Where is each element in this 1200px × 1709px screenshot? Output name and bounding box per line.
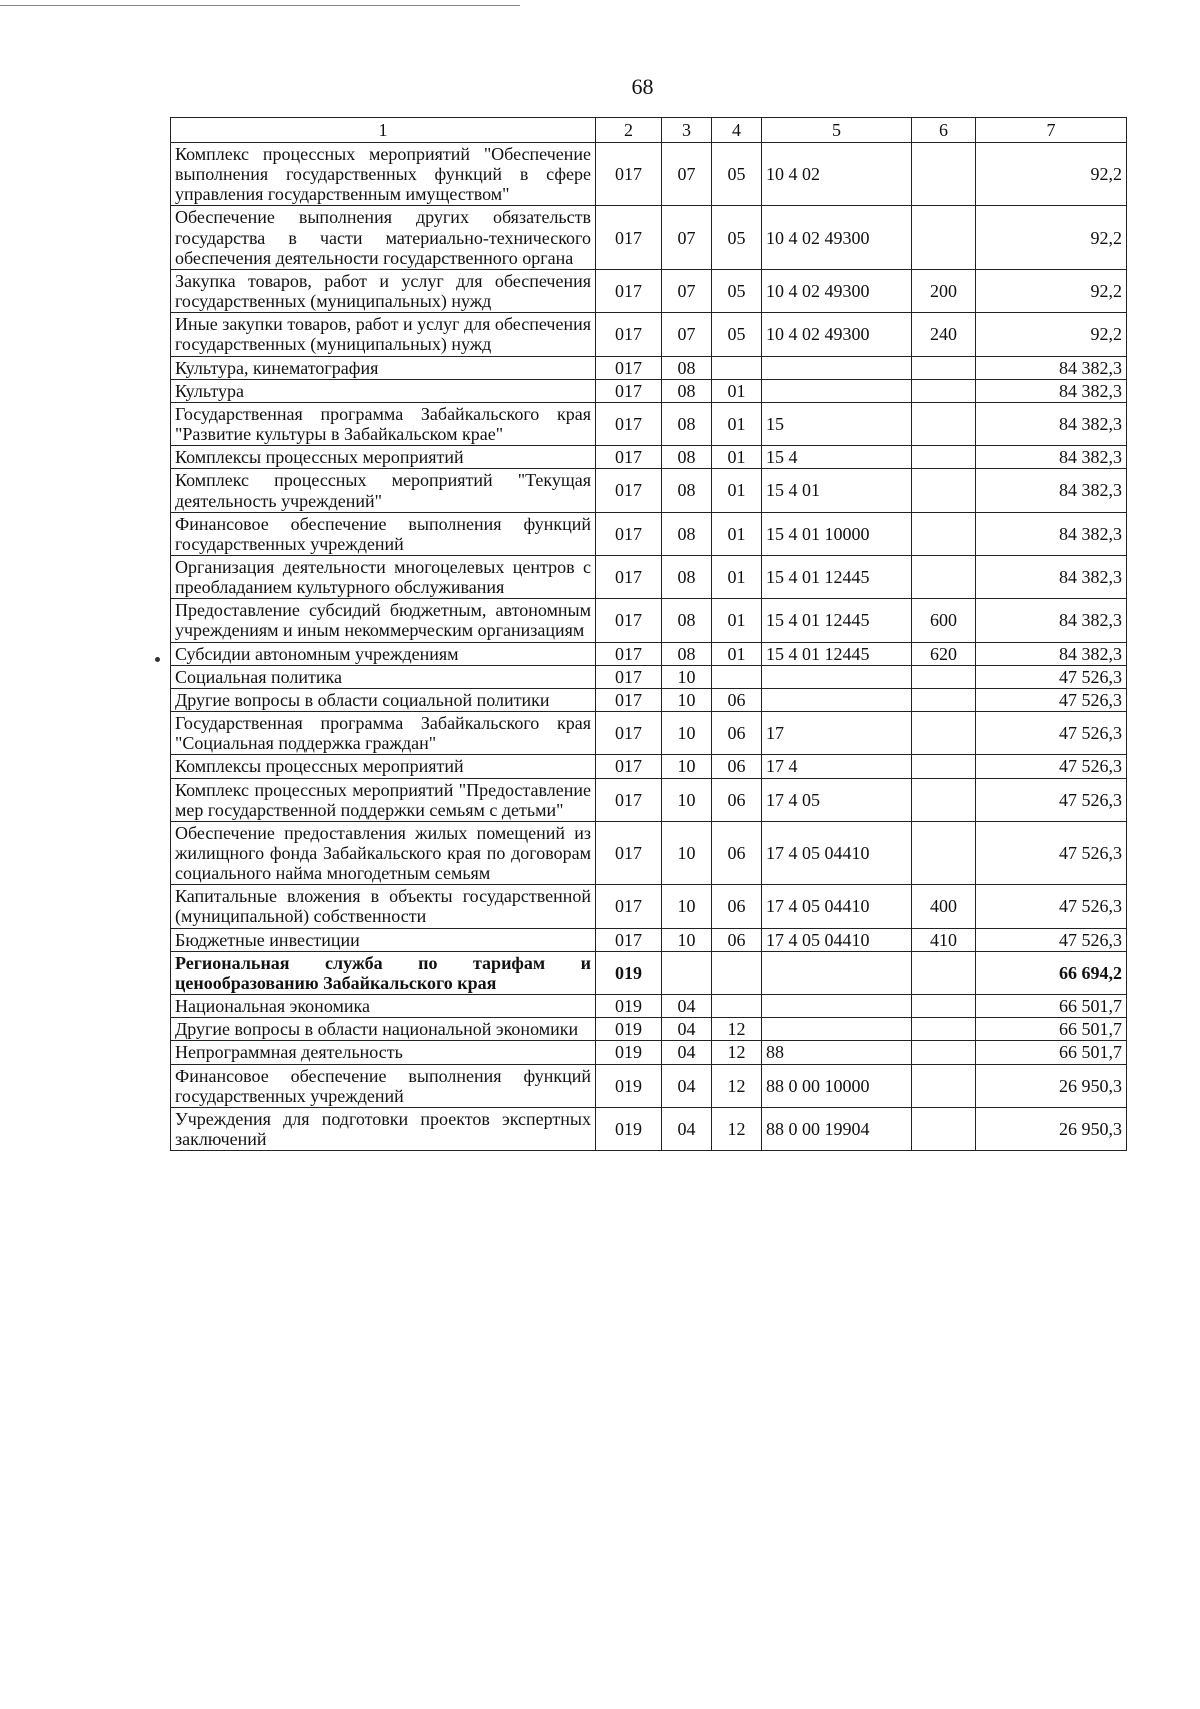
amount: 47 526,3 — [976, 755, 1127, 778]
expense-type-code — [912, 821, 976, 884]
subsection-code: 06 — [712, 755, 762, 778]
amount: 92,2 — [976, 206, 1127, 269]
subsection-code: 01 — [712, 642, 762, 665]
target-article-code: 17 4 05 04410 — [762, 928, 912, 951]
table-row — [171, 379, 1127, 402]
expense-type-code — [912, 469, 976, 512]
section-code: 10 — [662, 778, 712, 821]
expense-type-code: 410 — [912, 928, 976, 951]
admin-code: 017 — [596, 206, 662, 269]
budget-table — [170, 117, 1127, 1151]
row-description: Иные закупки товаров, работ и услуг для обеспечения государственных (муниципальных) нужд — [171, 313, 596, 356]
subsection-code: 06 — [712, 778, 762, 821]
amount: 92,2 — [976, 269, 1127, 312]
table-row — [171, 951, 1127, 994]
row-description: Комплексы процессных мероприятий — [171, 446, 596, 469]
section-code — [662, 951, 712, 994]
amount: 26 950,3 — [976, 1107, 1127, 1150]
subsection-code: 05 — [712, 313, 762, 356]
amount: 47 526,3 — [976, 712, 1127, 755]
amount: 47 526,3 — [976, 928, 1127, 951]
table-row — [171, 269, 1127, 312]
target-article-code: 17 4 05 — [762, 778, 912, 821]
target-article-code: 15 4 01 12445 — [762, 555, 912, 598]
target-article-code — [762, 1018, 912, 1041]
target-article-code — [762, 688, 912, 711]
expense-type-code — [912, 712, 976, 755]
amount: 92,2 — [976, 313, 1127, 356]
section-code: 08 — [662, 512, 712, 555]
section-code: 04 — [662, 1064, 712, 1107]
admin-code: 017 — [596, 599, 662, 642]
expense-type-code — [912, 356, 976, 379]
amount: 66 501,7 — [976, 995, 1127, 1018]
admin-code: 019 — [596, 1107, 662, 1150]
target-article-code: 10 4 02 49300 — [762, 313, 912, 356]
admin-code: 019 — [596, 951, 662, 994]
table-row — [171, 665, 1127, 688]
target-article-code: 88 0 00 19904 — [762, 1107, 912, 1150]
expense-type-code — [912, 206, 976, 269]
table-row — [171, 712, 1127, 755]
section-code: 10 — [662, 688, 712, 711]
section-code: 07 — [662, 313, 712, 356]
column-header: 3 — [662, 118, 712, 143]
row-description: Социальная политика — [171, 665, 596, 688]
section-code: 08 — [662, 469, 712, 512]
expense-type-code: 240 — [912, 313, 976, 356]
subsection-code: 06 — [712, 821, 762, 884]
expense-type-code — [912, 1107, 976, 1150]
admin-code: 017 — [596, 356, 662, 379]
amount: 47 526,3 — [976, 885, 1127, 928]
row-description: Финансовое обеспечение выполнения функций государственных учреждений — [171, 1064, 596, 1107]
amount: 66 501,7 — [976, 1018, 1127, 1041]
admin-code: 017 — [596, 755, 662, 778]
target-article-code — [762, 951, 912, 994]
expense-type-code — [912, 755, 976, 778]
admin-code: 019 — [596, 1064, 662, 1107]
admin-code: 017 — [596, 885, 662, 928]
table-row — [171, 885, 1127, 928]
section-code: 04 — [662, 1107, 712, 1150]
expense-type-code — [912, 446, 976, 469]
admin-code: 019 — [596, 1041, 662, 1064]
row-description: Культура, кинематография — [171, 356, 596, 379]
target-article-code: 10 4 02 49300 — [762, 206, 912, 269]
admin-code: 017 — [596, 143, 662, 206]
section-code: 10 — [662, 885, 712, 928]
row-description: Культура — [171, 379, 596, 402]
admin-code: 017 — [596, 446, 662, 469]
amount: 84 382,3 — [976, 379, 1127, 402]
expense-type-code — [912, 402, 976, 445]
admin-code: 017 — [596, 712, 662, 755]
target-article-code: 17 4 05 04410 — [762, 885, 912, 928]
target-article-code — [762, 379, 912, 402]
amount: 84 382,3 — [976, 469, 1127, 512]
table-row — [171, 778, 1127, 821]
section-code: 07 — [662, 269, 712, 312]
amount: 84 382,3 — [976, 642, 1127, 665]
table-row — [171, 402, 1127, 445]
admin-code: 017 — [596, 379, 662, 402]
amount: 66 501,7 — [976, 1041, 1127, 1064]
row-description: Субсидии автономным учреждениям — [171, 642, 596, 665]
subsection-code: 01 — [712, 469, 762, 512]
row-description: Учреждения для подготовки проектов экспертных заключений — [171, 1107, 596, 1150]
section-code: 08 — [662, 446, 712, 469]
section-code: 08 — [662, 555, 712, 598]
table-row — [171, 995, 1127, 1018]
column-header: 2 — [596, 118, 662, 143]
target-article-code — [762, 356, 912, 379]
table-row — [171, 1064, 1127, 1107]
expense-type-code: 600 — [912, 599, 976, 642]
subsection-code: 05 — [712, 206, 762, 269]
amount: 84 382,3 — [976, 555, 1127, 598]
row-description: Комплекс процессных мероприятий "Предоставление мер государственной поддержки семьям с детьми" — [171, 778, 596, 821]
table-row — [171, 512, 1127, 555]
admin-code: 017 — [596, 469, 662, 512]
column-header: 5 — [762, 118, 912, 143]
scan-speck — [155, 657, 160, 662]
admin-code: 017 — [596, 928, 662, 951]
subsection-code: 05 — [712, 269, 762, 312]
table-row — [171, 1107, 1127, 1150]
table-row — [171, 599, 1127, 642]
admin-code: 019 — [596, 1018, 662, 1041]
section-code: 10 — [662, 755, 712, 778]
amount: 26 950,3 — [976, 1064, 1127, 1107]
amount: 47 526,3 — [976, 821, 1127, 884]
column-header: 1 — [171, 118, 596, 143]
table-row — [171, 555, 1127, 598]
amount: 84 382,3 — [976, 512, 1127, 555]
expense-type-code — [912, 555, 976, 598]
admin-code: 017 — [596, 778, 662, 821]
amount: 92,2 — [976, 143, 1127, 206]
section-code: 08 — [662, 356, 712, 379]
table-row — [171, 446, 1127, 469]
row-description: Другие вопросы в области социальной политики — [171, 688, 596, 711]
amount: 66 694,2 — [976, 951, 1127, 994]
table-row — [171, 469, 1127, 512]
expense-type-code — [912, 995, 976, 1018]
target-article-code: 15 4 — [762, 446, 912, 469]
subsection-code: 12 — [712, 1018, 762, 1041]
row-description: Комплекс процессных мероприятий "Обеспечение выполнения государственных функций в сфере управления государственным имуществом" — [171, 143, 596, 206]
section-code: 08 — [662, 642, 712, 665]
row-description: Комплекс процессных мероприятий "Текущая деятельность учреждений" — [171, 469, 596, 512]
expense-type-code — [912, 1064, 976, 1107]
table-row — [171, 206, 1127, 269]
subsection-code: 12 — [712, 1064, 762, 1107]
section-code: 08 — [662, 379, 712, 402]
row-description: Организация деятельности многоцелевых центров с преобладанием культурного обслуживания — [171, 555, 596, 598]
admin-code: 017 — [596, 665, 662, 688]
subsection-code — [712, 665, 762, 688]
target-article-code: 10 4 02 49300 — [762, 269, 912, 312]
column-number-row — [171, 118, 1127, 143]
subsection-code — [712, 995, 762, 1018]
subsection-code: 05 — [712, 143, 762, 206]
admin-code: 017 — [596, 402, 662, 445]
target-article-code: 10 4 02 — [762, 143, 912, 206]
admin-code: 017 — [596, 313, 662, 356]
target-article-code: 15 4 01 10000 — [762, 512, 912, 555]
subsection-code: 06 — [712, 688, 762, 711]
expense-type-code — [912, 512, 976, 555]
section-code: 10 — [662, 665, 712, 688]
row-description: Закупка товаров, работ и услуг для обеспечения государственных (муниципальных) нужд — [171, 269, 596, 312]
row-description: Национальная экономика — [171, 995, 596, 1018]
amount: 47 526,3 — [976, 665, 1127, 688]
row-description: Государственная программа Забайкальского края "Социальная поддержка граждан" — [171, 712, 596, 755]
table-row — [171, 928, 1127, 951]
admin-code: 017 — [596, 821, 662, 884]
amount: 84 382,3 — [976, 356, 1127, 379]
table-row — [171, 1018, 1127, 1041]
expense-type-code — [912, 1018, 976, 1041]
row-description: Другие вопросы в области национальной экономики — [171, 1018, 596, 1041]
row-description: Государственная программа Забайкальского края "Развитие культуры в Забайкальском крае" — [171, 402, 596, 445]
admin-code: 019 — [596, 995, 662, 1018]
subsection-code: 12 — [712, 1107, 762, 1150]
column-header: 4 — [712, 118, 762, 143]
section-code: 07 — [662, 143, 712, 206]
target-article-code: 15 — [762, 402, 912, 445]
section-code: 10 — [662, 821, 712, 884]
target-article-code — [762, 665, 912, 688]
amount: 47 526,3 — [976, 688, 1127, 711]
section-code: 10 — [662, 712, 712, 755]
table-row — [171, 313, 1127, 356]
admin-code: 017 — [596, 555, 662, 598]
target-article-code: 88 0 00 10000 — [762, 1064, 912, 1107]
table-row — [171, 821, 1127, 884]
row-description: Финансовое обеспечение выполнения функций государственных учреждений — [171, 512, 596, 555]
table-row — [171, 356, 1127, 379]
expense-type-code: 400 — [912, 885, 976, 928]
page-number: 68 — [631, 74, 654, 99]
subsection-code: 12 — [712, 1041, 762, 1064]
amount: 84 382,3 — [976, 599, 1127, 642]
subsection-code: 01 — [712, 512, 762, 555]
table-row — [171, 1041, 1127, 1064]
row-description: Предоставление субсидий бюджетным, автономным учреждениям и иным некоммерческим организациям — [171, 599, 596, 642]
row-description: Капитальные вложения в объекты государственной (муниципальной) собственности — [171, 885, 596, 928]
subsection-code — [712, 951, 762, 994]
subsection-code: 06 — [712, 885, 762, 928]
target-article-code: 15 4 01 12445 — [762, 599, 912, 642]
table-row — [171, 143, 1127, 206]
section-code: 08 — [662, 599, 712, 642]
expense-type-code — [912, 951, 976, 994]
subsection-code: 06 — [712, 712, 762, 755]
target-article-code: 15 4 01 — [762, 469, 912, 512]
target-article-code — [762, 995, 912, 1018]
target-article-code: 17 4 05 04410 — [762, 821, 912, 884]
section-code: 04 — [662, 995, 712, 1018]
amount: 47 526,3 — [976, 778, 1127, 821]
row-description: Комплексы процессных мероприятий — [171, 755, 596, 778]
expense-type-code — [912, 1041, 976, 1064]
table-row — [171, 755, 1127, 778]
section-code: 07 — [662, 206, 712, 269]
target-article-code: 88 — [762, 1041, 912, 1064]
row-description: Региональная служба по тарифам и ценообразованию Забайкальского края — [171, 951, 596, 994]
subsection-code: 01 — [712, 599, 762, 642]
row-description: Обеспечение выполнения других обязательств государства в части материально-технического обеспечения деятельности государственного органа — [171, 206, 596, 269]
column-header: 7 — [976, 118, 1127, 143]
subsection-code: 01 — [712, 402, 762, 445]
admin-code: 017 — [596, 688, 662, 711]
table-body — [171, 143, 1127, 1151]
column-header: 6 — [912, 118, 976, 143]
expense-type-code — [912, 143, 976, 206]
admin-code: 017 — [596, 512, 662, 555]
admin-code: 017 — [596, 269, 662, 312]
admin-code: 017 — [596, 642, 662, 665]
subsection-code: 01 — [712, 555, 762, 598]
row-description: Обеспечение предоставления жилых помещений из жилищного фонда Забайкальского края по договорам социального найма многодетным семьям — [171, 821, 596, 884]
table-row — [171, 642, 1127, 665]
expense-type-code: 200 — [912, 269, 976, 312]
amount: 84 382,3 — [976, 402, 1127, 445]
target-article-code: 17 4 — [762, 755, 912, 778]
subsection-code: 01 — [712, 446, 762, 469]
target-article-code: 17 — [762, 712, 912, 755]
section-code: 04 — [662, 1018, 712, 1041]
expense-type-code — [912, 688, 976, 711]
scan-edge-line — [0, 5, 520, 6]
expense-type-code: 620 — [912, 642, 976, 665]
amount: 84 382,3 — [976, 446, 1127, 469]
subsection-code — [712, 356, 762, 379]
row-description: Бюджетные инвестиции — [171, 928, 596, 951]
subsection-code: 06 — [712, 928, 762, 951]
row-description: Непрограммная деятельность — [171, 1041, 596, 1064]
target-article-code: 15 4 01 12445 — [762, 642, 912, 665]
expense-type-code — [912, 379, 976, 402]
section-code: 08 — [662, 402, 712, 445]
section-code: 10 — [662, 928, 712, 951]
expense-type-code — [912, 665, 976, 688]
table-row — [171, 688, 1127, 711]
section-code: 04 — [662, 1041, 712, 1064]
expense-type-code — [912, 778, 976, 821]
subsection-code: 01 — [712, 379, 762, 402]
